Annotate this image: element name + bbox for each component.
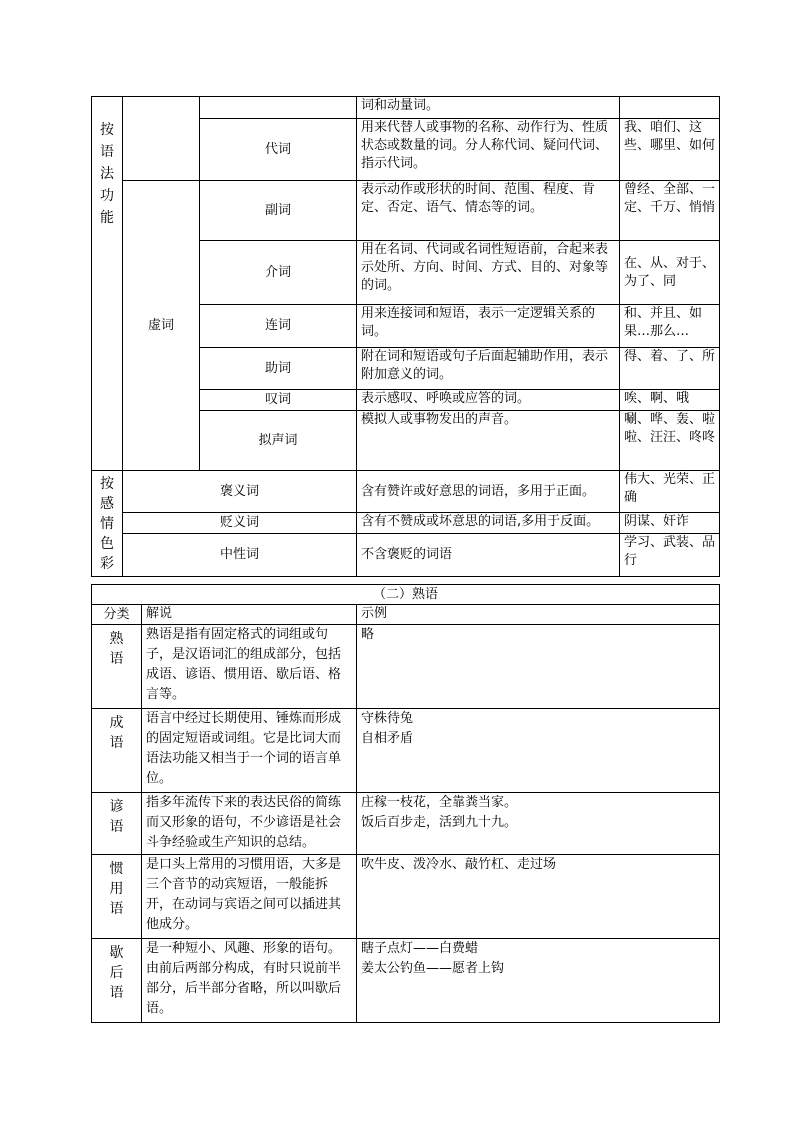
header-category: 分类: [92, 605, 142, 625]
idiom-example: 瞎子点灯——白费蜡 姜太公钓鱼——愿者上钩: [357, 939, 720, 1023]
idiom-desc: 语言中经过长期使用、锤炼而形成的固定短语或词组。它是比词大而语法功能又相当于一个词的语言单位。: [142, 709, 357, 793]
emotion-name: 中性词: [123, 534, 357, 577]
idiom-desc: 是一种短小、风趣、形象的语句。由前后两部分构成，有时只说前半部分，后半部分省略，所以叫歇后语。: [142, 939, 357, 1023]
word-example: 唉、啊、哦: [620, 390, 720, 411]
word-name: 助词: [200, 348, 357, 390]
section-title: （二）熟语: [92, 585, 720, 605]
word-example: 得、着、了、所: [620, 348, 720, 390]
header-explanation: 解说: [142, 605, 357, 625]
word-example: [620, 97, 720, 119]
emotion-example: 阴谋、奸诈: [620, 513, 720, 534]
idiom-example: 庄稼一枝花，全靠粪当家。 饭后百步走，活到九十九。: [357, 793, 720, 855]
idiom-example: 略: [357, 625, 720, 709]
word-desc: 用在名词、代词或名词性短语前，合起来表示处所、方向、时间、方式、目的、对象等的词。: [357, 241, 620, 305]
emotion-example: 学习、武装、品行: [620, 534, 720, 577]
header-example: 示例: [357, 605, 720, 625]
idiom-example: 吹牛皮、泼冷水、敲竹杠、走过场: [357, 855, 720, 939]
word-desc: 附在词和短语或句子后面起辅助作用，表示附加意义的词。: [357, 348, 620, 390]
word-example: 唰、哗、轰、啦啦、汪汪、咚咚: [620, 411, 720, 471]
word-example: 曾经、全部、一定、千万、悄悄: [620, 181, 720, 241]
emotion-desc: 不含褒贬的词语: [357, 534, 620, 577]
idiom-table: [91, 584, 720, 1023]
idiom-desc: 指多年流传下来的表达民俗的简练而又形象的语句，不少谚语是社会斗争经验或生产知识的总结。: [142, 793, 357, 855]
idiom-category: 熟 语: [92, 625, 142, 709]
word-example: 和、并且、如果…那么…: [620, 305, 720, 348]
word-name: 代词: [200, 119, 357, 181]
word-class-table: [91, 96, 720, 577]
word-name: 连词: [200, 305, 357, 348]
idiom-category: 谚 语: [92, 793, 142, 855]
word-name: 拟声词: [200, 411, 357, 471]
word-desc: 表示动作或形状的时间、范围、程度、肯定、否定、语气、情态等的词。: [357, 181, 620, 241]
sub-empty-cell: [123, 97, 200, 181]
word-name: 副词: [200, 181, 357, 241]
word-example: 我、咱们、这些、哪里、如何: [620, 119, 720, 181]
word-desc: 用来连接词和短语，表示一定逻辑关系的词。: [357, 305, 620, 348]
word-name: 叹词: [200, 390, 357, 411]
word-desc: 词和动量词。: [357, 97, 620, 119]
word-desc: 表示感叹、呼唤或应答的词。: [357, 390, 620, 411]
idiom-desc: 熟语是指有固定格式的词组或句子，是汉语词汇的组成部分，包括成语、谚语、惯用语、歇后语、格言等。: [142, 625, 357, 709]
idiom-category: 歇 后 语: [92, 939, 142, 1023]
word-name: 介词: [200, 241, 357, 305]
word-desc: 用来代替人或事物的名称、动作行为、性质状态或数量的词。分人称代词、疑问代词、指示代词。: [357, 119, 620, 181]
word-desc: 模拟人或事物发出的声音。: [357, 411, 620, 471]
idiom-desc: 是口头上常用的习惯用语，大多是三个音节的动宾短语，一般能拆开，在动词与宾语之间可以插进其他成分。: [142, 855, 357, 939]
group-grammar-label: 按 语 法 功 能: [92, 97, 123, 471]
word-name: [200, 97, 357, 119]
group-emotion-label: 按 感 情 色 彩: [92, 471, 123, 577]
emotion-example: 伟大、光荣、正确: [620, 471, 720, 513]
idiom-example: 守株待兔 自相矛盾: [357, 709, 720, 793]
emotion-desc: 含有不赞成或坏意思的词语,多用于反面。: [357, 513, 620, 534]
word-example: 在、从、对于、为了、同: [620, 241, 720, 305]
idiom-category: 惯 用 语: [92, 855, 142, 939]
emotion-desc: 含有赞许或好意思的词语，多用于正面。: [357, 471, 620, 513]
sub-function-words: 虚词: [123, 181, 200, 471]
emotion-name: 褒义词: [123, 471, 357, 513]
idiom-category: 成 语: [92, 709, 142, 793]
emotion-name: 贬义词: [123, 513, 357, 534]
